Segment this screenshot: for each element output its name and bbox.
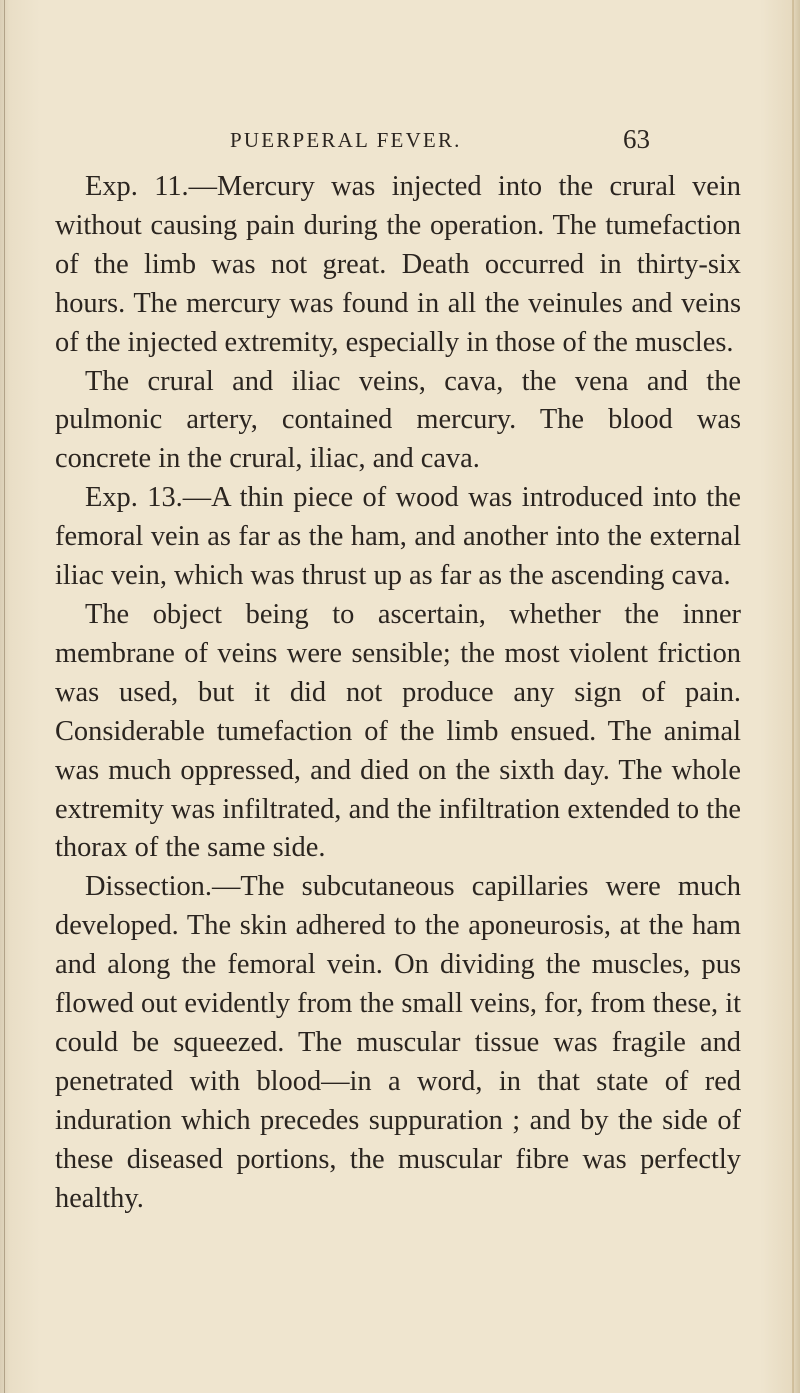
body-text (55, 168, 741, 1218)
running-head: PUERPERAL FEVER. (230, 128, 462, 152)
page-edge-shadow (792, 0, 794, 1393)
page-gutter-shadow (4, 0, 5, 1393)
paragraph-object: The object being to ascertain, whether the inner membrane of veins were sensible; the most violent friction was used, but it did not produce any sign of pain. Considerable tumefaction of the limb ensued. The animal was much oppressed, and died on the sixth day. The whole extremity was infiltrated, and the infiltration extended to the thorax of the same side. (55, 598, 741, 864)
paragraph-crural-iliac: The crural and iliac veins, cava, the vena and the pulmonic artery, contained mercury. The blood was concrete in the crural, iliac, and cava. (55, 365, 741, 475)
paragraph-exp-11: Exp. 11.—Mercury was injected into the crural vein without causing pain during the operation. The tumefaction of the limb was not great. Death occurred in thirty-six hours. The mercury was found in all the veinules and veins of the injected extremity, especially in those of the muscles. (55, 171, 741, 358)
page-number: 63 (623, 124, 650, 154)
paragraph-dissection: Dissection.—The subcutaneous capillaries were much developed. The skin adhered to the aponeurosis, at the ham and along the femoral vein. On dividing the muscles, pus flowed out evidently from the small veins, for, from these, it could be squeezed. The muscular tissue was fragile and penetrated with blood—in a word, in that state of red induration which precedes suppuration ; and by the side of these diseased portions, the muscular fibre was perfectly healthy. (55, 871, 741, 1214)
paragraph-exp-13: Exp. 13.—A thin piece of wood was introduced into the femoral vein as far as the ham, and another into the external iliac vein, which was thrust up as far as the ascending cava. (55, 482, 741, 592)
page-header (230, 124, 650, 158)
